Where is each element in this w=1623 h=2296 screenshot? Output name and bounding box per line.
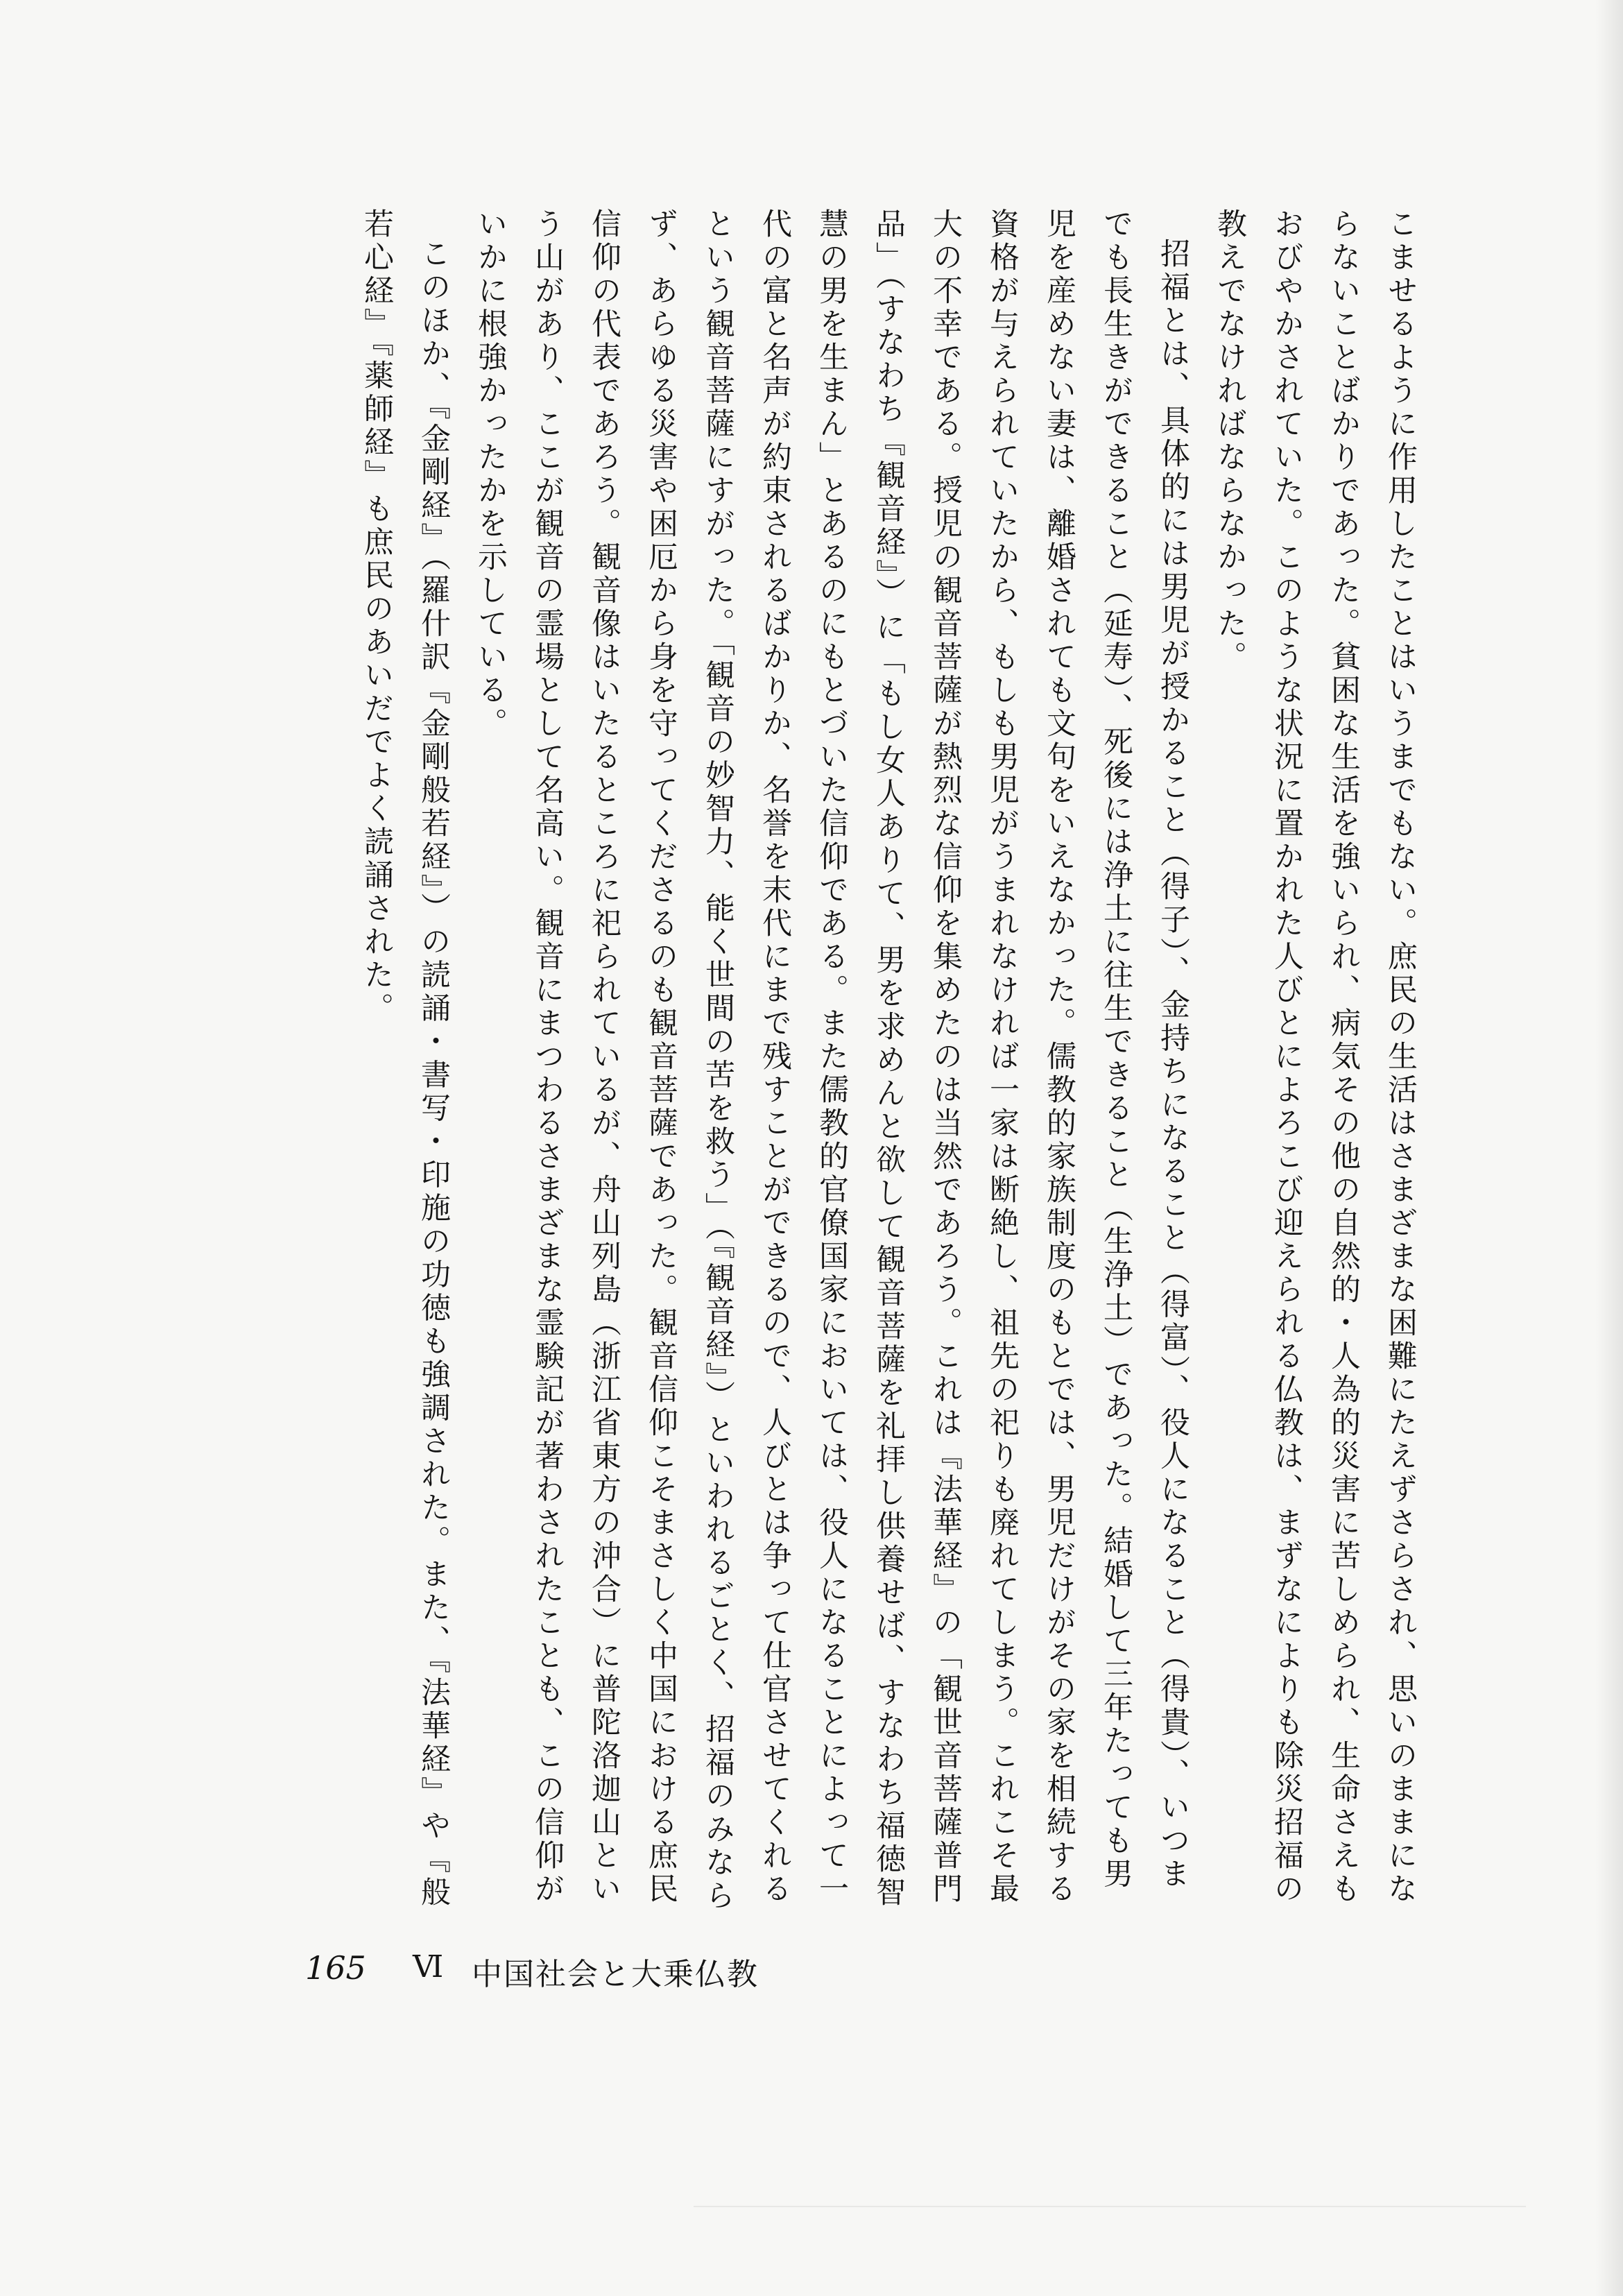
scan-artifact-line — [694, 2206, 1526, 2207]
paragraph-sutras: このほか、『金剛経』（羅什訳『金剛般若経』）の読誦・書写・印施の功徳も強調された。また、『法華経』や『般若心経』『薬師経』も庶民のあいだでよく読誦された。 — [359, 208, 451, 1910]
vertical-body-text — [291, 208, 1429, 1914]
chapter-title: 中国社会と大乗仏教 — [472, 1957, 759, 1992]
page-edge-shadow — [1595, 0, 1623, 2296]
page-footer — [305, 1949, 999, 1998]
paragraph-continued: こませるように作用したことはいうまでもない。庶民の生活はさまざまな困難にたえずさらされ、思いのままにならないことばかりであった。貧困な生活を強いられ、病気その他の自然的・人為的災害に苦しめられ、生命さえもおびやかされていた。このような状況に置かれた人びとによろこび迎えられる仏教は、まずなによりも除災招福の教えでなければならなかった。 — [1212, 208, 1418, 1906]
page-number: 165 — [305, 1949, 366, 1987]
chapter-numeral: Ⅵ — [413, 1949, 444, 1985]
paragraph-shofuku: 招福とは、具体的には男児が授かること（得子）、金持ちになること（得富）、役人になること（得貴）、いつまでも長生きができること（延寿）、死後には浄土に往生できること（生浄土）であった。結婚して三年たっても男児を産めない妻は、離婚されても文句をいえなかった。儒教的家族制度のもとでは、男児だけがその家を相続する資格が与えられていたから、もしも男児がうまれなければ一家は断絶し、祖先の祀りも廃れてしまう。これこそ最大の不幸である。授児の観音菩薩が熱烈な信仰を集めたのは当然であろう。これは『法華経』の「観世音菩薩普門品」（すなわち『観音経』）に「もし女人ありて、男を求めんと欲して観音菩薩を礼拝し供養せば、すなわち福徳智慧の男を生まん」とあるのにもとづいた信仰である。また儒教的官僚国家においては、役人になることによって一代の富と名声が約束されるばかりか、名誉を末代にまで残すことができるので、人びとは争って仕官させてくれるという観音菩薩にすがった。「観音の妙智力、能く世間の苦を救う」（『観音経』）といわれるごとく、招福のみならず、あらゆる災害や困厄から身を守ってくださるのも観音菩薩であった。観音信仰こそまさしく中国における庶民信仰の代表であろう。観音像はいたるところに祀られているが、舟山列島（浙江省東方の沖合）に普陀洛迦山という山があり、ここが観音の霊場として名高い。観音にまつわるさまざまな霊験記が著わされたことも、この信仰がいかに根強かったかを示している。 — [473, 208, 1190, 1913]
